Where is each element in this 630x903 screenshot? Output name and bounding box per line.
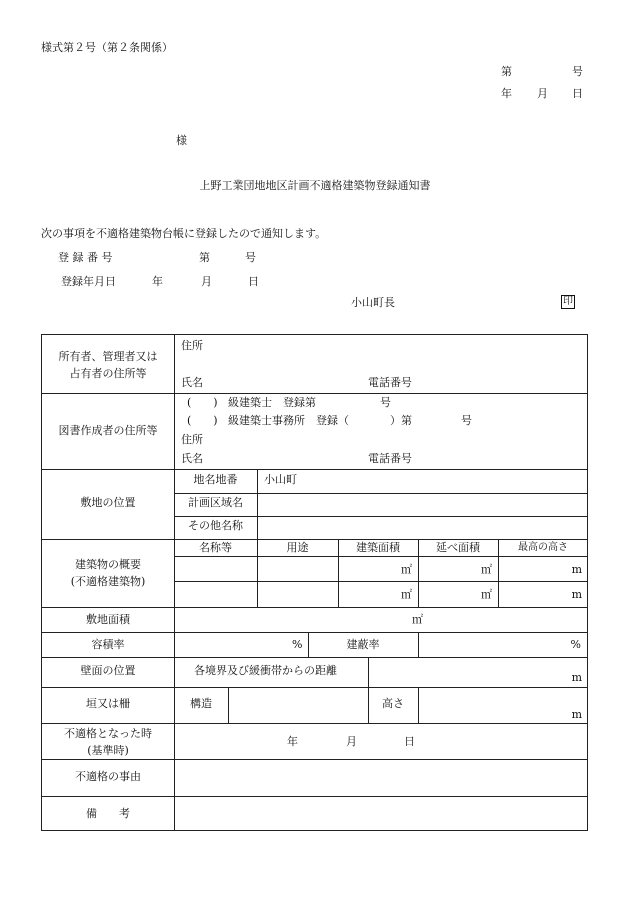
row2-floor-area-unit: ㎡: [481, 588, 492, 601]
site-zone-label: 計画区域名: [188, 496, 243, 509]
fence-height-label: 高さ: [382, 697, 404, 710]
building-label: [42, 556, 174, 590]
fence-height-unit: m: [571, 708, 582, 721]
fence-structure-label: 構造: [190, 697, 212, 710]
site-chiban-value: 小山町: [264, 473, 297, 486]
reason-label: 不適格の事由: [75, 770, 141, 783]
doc-year: 年: [501, 87, 512, 100]
drafter-architect-go: 号: [380, 396, 391, 409]
owner-label-line1: 所有者、管理者又は: [58, 350, 158, 363]
doc-month: 月: [537, 87, 548, 100]
nonconforming-time-line2: (基準時): [87, 744, 129, 758]
reg-day: 日: [248, 275, 259, 288]
row2-height-unit: m: [571, 588, 582, 601]
building-label-line2: (不適格建築物): [70, 575, 146, 589]
drafter-office-go: 号: [461, 414, 472, 427]
site-label: 敷地の位置: [80, 496, 136, 509]
site-area-unit: ㎡: [412, 613, 423, 626]
bcr-label: 建蔽率: [346, 638, 380, 651]
reg-number-go: 号: [245, 251, 256, 264]
reg-month: 月: [201, 275, 212, 288]
col-max-height: 最高の高さ: [518, 542, 568, 553]
fence-label: 垣又は柵: [86, 697, 130, 710]
owner-label-line2: 占有者の住所等: [69, 367, 147, 381]
intro-text: 次の事項を不適格建築物台帳に登録したので通知します。: [41, 227, 327, 240]
drafter-office-reg: 級建築士事務所 登録（: [228, 414, 349, 427]
drafter-architect-reg: 級建築士 登録第: [228, 396, 316, 409]
doc-no-dai: 第: [501, 65, 512, 78]
site-chiban-label: 地名地番: [193, 473, 238, 486]
col-floor-area: 延べ面積: [436, 541, 480, 554]
drafter-office-dai: ）第: [390, 414, 412, 427]
nonconforming-month: 月: [346, 735, 357, 748]
doc-day: 日: [572, 87, 583, 100]
col-building-area: 建築面積: [356, 541, 400, 554]
bcr-unit: %: [570, 638, 581, 651]
issuer-name: 小山町長: [351, 296, 395, 309]
far-label: 容積率: [91, 638, 125, 651]
addressee-suffix: 様: [176, 134, 187, 147]
doc-no-go: 号: [572, 65, 583, 78]
site-area-label: 敷地面積: [86, 613, 130, 626]
building-label-line1: 建築物の概要: [75, 558, 141, 571]
reg-date-label: 登録年月日: [61, 275, 116, 288]
nonconforming-year: 年: [287, 735, 298, 748]
remarks-label: 備 考: [86, 807, 130, 820]
drafter-office-grade: ( ): [187, 414, 218, 427]
owner-name-label: 氏名: [181, 376, 203, 389]
row1-building-area-unit: ㎡: [401, 563, 412, 576]
far-unit: %: [292, 638, 303, 651]
drafter-phone-label: 電話番号: [368, 452, 412, 465]
row1-height-unit: m: [571, 563, 582, 576]
col-use: 用途: [286, 541, 309, 554]
registration-form-table: [41, 334, 588, 831]
drafter-architect-grade: ( ): [187, 396, 218, 409]
reg-number-label: 登 録 番 号: [58, 251, 113, 264]
owner-label: [42, 348, 174, 382]
page-title: 上野工業団地地区計画不適格建築物登録通知書: [199, 179, 431, 192]
reg-number-dai: 第: [199, 251, 210, 264]
site-other-label: その他名称: [188, 519, 243, 532]
seal-mark: 印: [563, 296, 573, 307]
row1-floor-area-unit: ㎡: [481, 563, 492, 576]
owner-phone-label: 電話番号: [368, 376, 412, 389]
row2-building-area-unit: ㎡: [401, 588, 412, 601]
drafter-address-label: 住所: [181, 433, 203, 446]
wall-label: 壁面の位置: [80, 664, 136, 677]
form-number: 様式第２号（第２条関係）: [41, 41, 173, 54]
reg-year: 年: [152, 275, 163, 288]
wall-distance-text: 各境界及び緩衝帯からの距離: [194, 664, 337, 677]
owner-address-label: 住所: [181, 339, 203, 352]
drafter-label: 図書作成者の住所等: [58, 424, 158, 437]
wall-unit: m: [571, 671, 582, 684]
nonconforming-time-line1: 不適格となった時: [64, 727, 152, 740]
drafter-name-label: 氏名: [181, 452, 203, 465]
nonconforming-day: 日: [404, 735, 415, 748]
col-name: 名称等: [199, 541, 232, 554]
nonconforming-time-label: [42, 725, 174, 759]
